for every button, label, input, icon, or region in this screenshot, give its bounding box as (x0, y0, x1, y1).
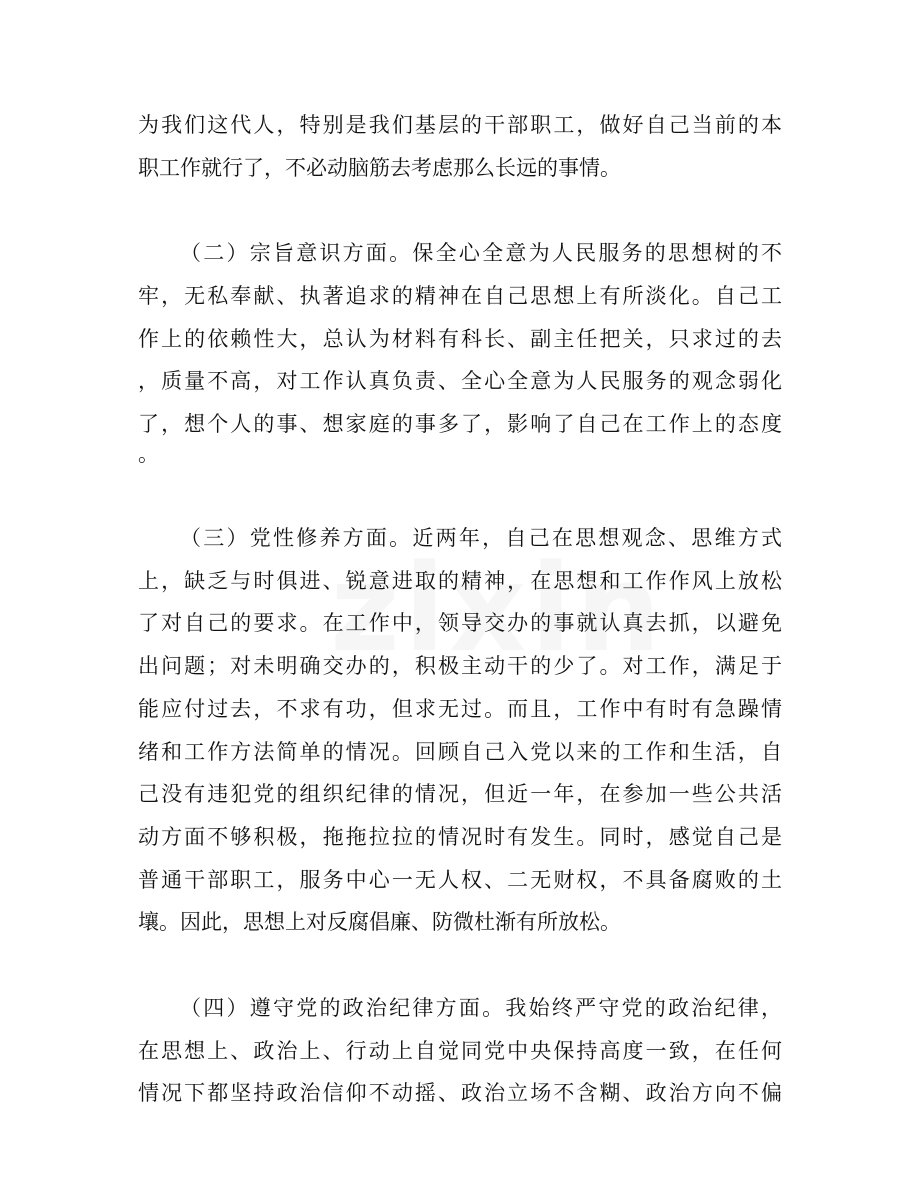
paragraph-heading-line: （三）党性修养方面。近两年，自己在思想观念、思维方式 (180, 526, 782, 550)
text-line: 。 (138, 442, 159, 466)
text-line: 绪和工作方法简单的情况。回顾自己入党以来的工作和生活，自 (138, 740, 782, 764)
text-line: ，质量不高，对工作认真负责、全心全意为人民服务的观念弱化 (138, 369, 782, 393)
text-line: 了，想个人的事、想家庭的事多了，影响了自己在工作上的态度 (138, 412, 782, 436)
text-line: 上，缺乏与时俱进、锐意进取的精神，在思想和工作作风上放松 (138, 569, 782, 593)
text-line: 壤。因此，思想上对反腐倡廉、防微杜渐有所放松。 (138, 910, 621, 934)
text-line: 牢，无私奉献、执著追求的精神在自己思想上有所淡化。自己工 (138, 284, 782, 308)
paragraph-heading-line: （二）宗旨意识方面。保全心全意为人民服务的思想树的不 (180, 241, 782, 265)
text-line: 普通干部职工，服务中心一无人权、二无财权，不具备腐败的土 (138, 868, 782, 892)
paragraph-heading-line: （四）遵守党的政治纪律方面。我始终严守党的政治纪律， (180, 996, 782, 1020)
text-line: 作上的依赖性大，总认为材料有科长、副主任把关，只求过的去 (138, 327, 782, 351)
text-line: 职工作就行了，不必动脑筋去考虑那么长远的事情。 (138, 156, 621, 180)
text-line: 己没有违犯党的组织纪律的情况，但近一年，在参加一些公共活 (138, 782, 782, 806)
text-line: 在思想上、政治上、行动上自觉同党中央保持高度一致，在任何 (138, 1039, 782, 1063)
text-line: 能应付过去，不求有功，但求无过。而且，工作中有时有急躁情 (138, 697, 782, 721)
text-line: 了对自己的要求。在工作中，领导交办的事就认真去抓，以避免 (138, 611, 782, 635)
text-line: 情况下都坚持政治信仰不动摇、政治立场不含糊、政治方向不偏 (138, 1081, 782, 1105)
text-line: 动方面不够积极，拖拖拉拉的情况时有发生。同时，感觉自己是 (138, 825, 782, 849)
text-line: 为我们这代人，特别是我们基层的干部职工，做好自己当前的本 (138, 113, 782, 137)
text-line: 出问题；对未明确交办的，积极主动干的少了。对工作，满足于 (138, 654, 782, 678)
